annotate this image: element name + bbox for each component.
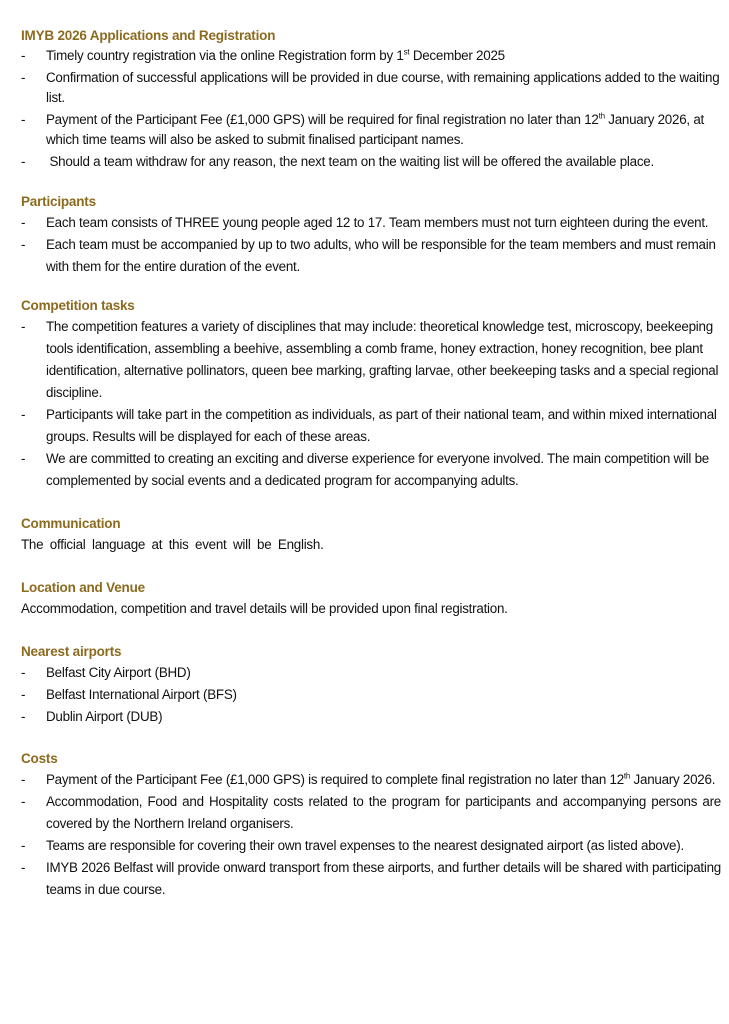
item-text: IMYB 2026 Belfast will provide onward transport from these airports, and further details will be shared with participating teams in due course. [46, 860, 721, 897]
document-body [21, 26, 721, 901]
section-applications [21, 26, 721, 172]
section-heading: Competition tasks [21, 298, 135, 313]
item-text: January 2026. [630, 772, 716, 787]
dash-bullet: - [21, 112, 26, 127]
list-item [21, 769, 721, 791]
item-text: Confirmation of successful applications will be provided in due course, with remaining applications added to the waiting list. [46, 70, 720, 105]
location-text: Accommodation, competition and travel details will be provided upon final registration. [21, 601, 508, 616]
list-item [21, 857, 721, 901]
list-item [21, 46, 721, 66]
item-text: The competition features a variety of disciplines that may include: theoretical knowledge test, microscopy, beekeeping tools identification, assembling a beehive, assembling a comb frame, honey extraction, honey recognition, bee plant identification, alternative pollinators, queen bee marking, grafting larvae, other beekeeping tasks and a special regional discipline. [46, 319, 719, 400]
list-item [21, 152, 721, 172]
ordinal-suffix: st [403, 47, 410, 57]
dash-bullet: - [21, 237, 26, 252]
item-text: Belfast International Airport (BFS) [46, 687, 237, 702]
item-text: Timely country registration via the online Registration form by 1 [46, 48, 404, 63]
dash-bullet: - [21, 665, 26, 680]
airport-item [21, 706, 721, 728]
section-heading: Location and Venue [21, 580, 145, 595]
item-text: Each team consists of THREE young people aged 12 to 17. Team members must not turn eighteen during the event. [46, 215, 709, 230]
section-competition-tasks [21, 296, 721, 492]
item-text: Belfast City Airport (BHD) [46, 665, 191, 680]
item-text: Each team must be accompanied by up to two adults, who will be responsible for the team members and must remain with them for the entire duration of the event. [46, 237, 716, 274]
dash-bullet: - [21, 407, 26, 422]
item-text: January 2026, at which time teams will also be asked to submit finalised participant names. [46, 112, 705, 147]
section-communication [21, 514, 721, 556]
bullet-list [21, 46, 721, 172]
dash-bullet: - [21, 687, 26, 702]
bullet-list [21, 212, 721, 278]
dash-bullet: - [21, 709, 26, 724]
list-item [21, 316, 721, 404]
list-item [21, 110, 721, 150]
section-participants [21, 192, 721, 278]
item-text: Payment of the Participant Fee (£1,000 GPS) will be required for final registration no later than 12 [46, 112, 599, 127]
section-heading: Nearest airports [21, 644, 122, 659]
bullet-list [21, 769, 721, 901]
list-item [21, 404, 721, 448]
item-text: Payment of the Participant Fee (£1,000 GPS) is required to complete final registration no later than 12 [46, 772, 624, 787]
item-text: We are committed to creating an exciting and diverse experience for everyone involved. The main competition will be complemented by social events and a dedicated program for accompanying adults. [46, 451, 709, 488]
dash-bullet: - [21, 319, 26, 334]
section-heading: Participants [21, 194, 96, 209]
communication-text: The official language at this event will be English. [21, 537, 324, 552]
section-heading: Costs [21, 751, 58, 766]
bullet-list [21, 316, 721, 492]
item-text: Accommodation, Food and Hospitality costs related to the program for participants and accompanying persons are covered by the Northern Ireland organisers. [46, 794, 721, 831]
dash-bullet: - [21, 794, 26, 809]
ordinal-suffix: th [598, 111, 605, 121]
dash-bullet: - [21, 48, 26, 63]
item-text: December 2025 [409, 48, 505, 63]
list-item [21, 448, 721, 492]
item-text: Participants will take part in the competition as individuals, as part of their national team, and within mixed international groups. Results will be displayed for each of these areas. [46, 407, 717, 444]
ordinal-suffix: th [623, 771, 631, 781]
item-text: Should a team withdraw for any reason, the next team on the waiting list will be offered the available place. [46, 154, 654, 169]
dash-bullet: - [21, 860, 26, 875]
section-heading: Communication [21, 516, 121, 531]
dash-bullet: - [21, 215, 26, 230]
airport-item [21, 662, 721, 684]
item-text: Dublin Airport (DUB) [46, 709, 163, 724]
list-item [21, 234, 721, 278]
list-item [21, 68, 721, 108]
dash-bullet: - [21, 451, 26, 466]
section-costs [21, 749, 721, 901]
list-item [21, 791, 721, 835]
bullet-list [21, 662, 721, 728]
dash-bullet: - [21, 772, 26, 787]
dash-bullet: - [21, 838, 26, 853]
list-item [21, 212, 721, 234]
section-heading: IMYB 2026 Applications and Registration [21, 28, 276, 43]
dash-bullet: - [21, 154, 26, 169]
airport-item [21, 684, 721, 706]
item-text: Teams are responsible for covering their own travel expenses to the nearest designated airport (as listed above). [46, 838, 684, 853]
section-nearest-airports [21, 642, 721, 728]
dash-bullet: - [21, 70, 26, 85]
section-location [21, 578, 721, 620]
list-item [21, 835, 721, 857]
